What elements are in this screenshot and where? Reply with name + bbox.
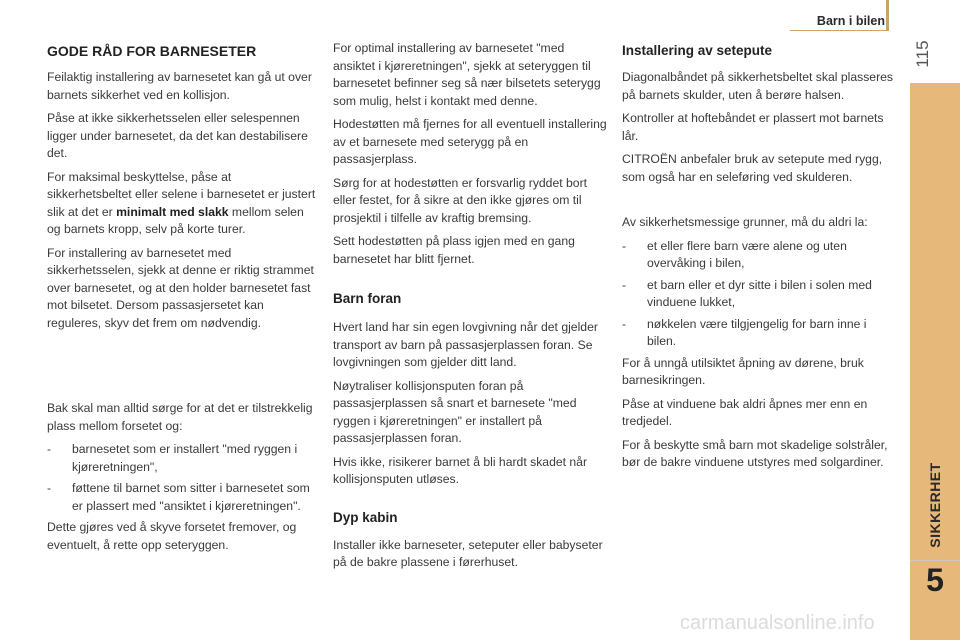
list-item xyxy=(622,316,894,351)
list-item-text: barnesetet som er installert "med ryggen i kjøreretningen", xyxy=(72,442,298,474)
paragraph: Hvert land har sin egen lovgivning når det gjelder transport av barn på passasjerplassen foran. Se lovgivningen som gjelder ditt land. xyxy=(333,320,598,369)
list-item-text: et eller flere barn være alene og uten overvåking i bilen, xyxy=(647,238,847,270)
list-item xyxy=(622,277,894,312)
header-rule xyxy=(790,30,888,31)
watermark: carmanualsonline.info xyxy=(680,612,875,634)
paragraph xyxy=(47,169,317,239)
chapter-tab-label: SIKKERHET xyxy=(927,462,943,548)
bullet-dash: - xyxy=(622,277,627,292)
paragraph: Installer ikke barneseter, seteputer eller babyseter på de bakre plassene i førerhuset. xyxy=(333,537,603,569)
list-item-text: nøkkelen være tilgjengelig for barn inne i bilen. xyxy=(647,316,867,348)
bullet-dash: - xyxy=(622,316,627,331)
column-middle xyxy=(333,40,608,578)
column-left xyxy=(47,42,317,560)
section-heading-setepute: Installering av setepute xyxy=(622,43,773,58)
column-right xyxy=(622,42,894,478)
emphasis-text: minimalt med slakk xyxy=(116,204,229,219)
text-run: mellom selen og barnets kropp, selv på korte turer. xyxy=(47,204,304,236)
bullet-dash: - xyxy=(47,442,52,456)
list-item xyxy=(47,441,317,476)
header-accent-bar xyxy=(886,0,889,31)
list-item-text: føttene til barnet som sitter i barnesetet som er plassert med "ansiktet i kjøreretningen". xyxy=(72,481,310,513)
chapter-number: 5 xyxy=(926,562,944,598)
section-heading-barn-foran: Barn foran xyxy=(333,291,402,306)
paragraph: For optimal installering av barnesetet "med ansiktet i kjøreretningen", sjekk at seteryggen til barnesetet befinner seg så nær bilsetets seterygg som mulig, helst i kontakt med denne. xyxy=(333,41,601,108)
page-header-title: Barn i bilen xyxy=(816,14,885,28)
paragraph: Av sikkerhetsmessige grunner, må du aldri la: xyxy=(622,215,868,229)
paragraph: For installering av barnesetet med sikkerhetsselen, sjekk at denne er riktig strammet over barnesetet, og at den holder barnesetet fast mot bilsetet. Dersom passasjersetet kan reguleres, skyv det frem om nødvendig. xyxy=(47,245,314,330)
paragraph: Hvis ikke, risikerer barnet å bli hardt skadet når kollisjonsputen utløses. xyxy=(333,454,588,486)
chapter-tab-divider xyxy=(910,560,960,561)
paragraph: Kontroller at hoftebåndet er plassert mot barnets lår. xyxy=(622,111,884,143)
section-heading-dyp-kabin: Dyp kabin xyxy=(333,509,398,525)
list-item xyxy=(622,238,894,273)
text-run: For maksimal beskyttelse, påse at sikkerhetsbeltet eller selene i barnesetet er justert slik at det er xyxy=(47,169,316,219)
paragraph: For å unngå utilsiktet åpning av dørene, bruk barnesikringen. xyxy=(622,355,864,387)
paragraph: Diagonalbåndet på sikkerhetsbeltet skal plasseres på barnets skulder, uten å berøre halsen. xyxy=(622,70,893,102)
paragraph: Sørg for at hodestøtten er forsvarlig ryddet bort eller festet, for å sikre at den ikke gjøres om til prosjektil i tilfelle av kraftig bremsing. xyxy=(333,175,588,225)
chapter-tab xyxy=(910,83,960,640)
paragraph: For å beskytte små barn mot skadelige solstråler, bør de bakre vinduene utstyres med solgardiner. xyxy=(622,437,888,469)
paragraph: Bak skal man alltid sørge for at det er tilstrekkelig plass mellom forsetet og: xyxy=(47,401,313,433)
bullet-dash: - xyxy=(47,481,52,495)
bullet-dash: - xyxy=(622,238,627,253)
paragraph: Sett hodestøtten på plass igjen med en gang barnesetet har blitt fjernet. xyxy=(333,234,575,266)
list-item-text: et barn eller et dyr sitte i bilen i solen med vinduene lukket, xyxy=(647,277,872,309)
paragraph: Påse at ikke sikkerhetsselen eller selespennen ligger under barnesetet, da det kan destabilisere det. xyxy=(47,111,308,160)
paragraph: Hodestøtten må fjernes for all eventuell installering av et barnesete med seterygg på en passasjerplass. xyxy=(333,117,607,166)
paragraph: Påse at vinduene bak aldri åpnes mer enn en tredjedel. xyxy=(622,396,868,428)
paragraph: Nøytraliser kollisjonsputen foran på passasjerplassen så snart et barnesete "med ryggen i kjøreretningen" er installert på passasjerplassen foran. xyxy=(333,378,577,445)
page-number: 115 xyxy=(913,40,932,68)
paragraph: Feilaktig installering av barnesetet kan gå ut over barnets sikkerhet ved en kollisjon. xyxy=(47,70,312,102)
paragraph: CITROËN anbefaler bruk av setepute med rygg, som også har en seleføring ved skulderen. xyxy=(622,152,883,184)
paragraph: Dette gjøres ved å skyve forsetet fremover, og eventuelt, å rette opp seteryggen. xyxy=(47,520,297,552)
section-heading-gode-rad: GODE RÅD FOR BARNESETER xyxy=(47,43,257,59)
list-item xyxy=(47,480,317,515)
